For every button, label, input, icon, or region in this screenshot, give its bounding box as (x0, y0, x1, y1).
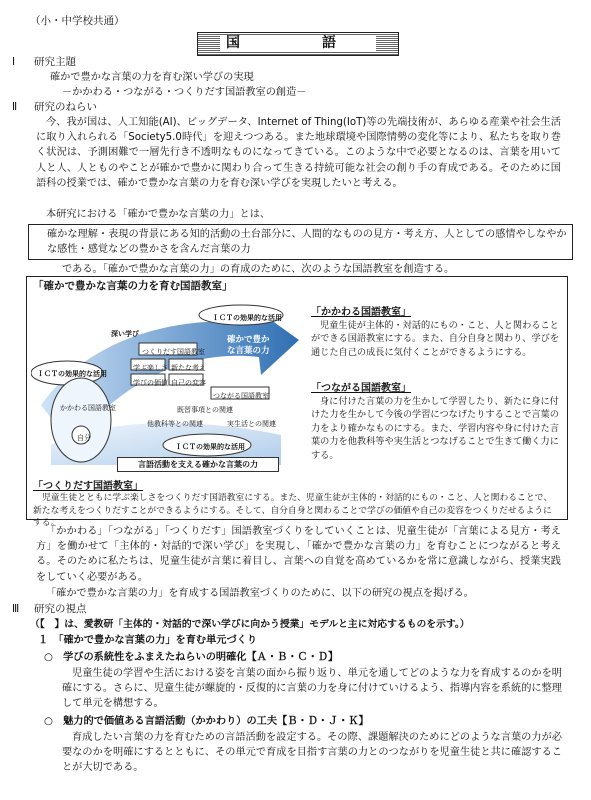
tsunagaru-text: 身に付けた言葉の力を生かして学習したり、新たに身に付けた力を生かして今後の学習につなげたりすることで言葉の力をより確かなものにする。また、学習内容や身に付けた言葉の力を他教科等や実生活とつなげることで生きて働く力にする。 (311, 396, 560, 461)
aim-paragraph-2: 本研究における「確かで豊かな言葉の力」とは、 (46, 209, 271, 220)
kakawaru-title: 「かかわる国語教室」 (311, 307, 411, 318)
tsunagaru-room-label: つながる国語教室 (213, 392, 269, 400)
point-1-text: 児童生徒の学習や生活における姿を言葉の面から振り返り、単元を通してどのような力を育成するのかを明確にする。さらに、児童生徒が螺旋的・反復的に言葉の力を身に付けていけるよう、指導内容を系統的に整理して単元を構想する。 (62, 668, 562, 710)
ict-label-2: ＩＣＴの効果的な活用 (212, 314, 282, 322)
point-1: ○ 学びの系統性をふまえたねらいの明確化【Ａ・Ｂ・Ｃ・Ｄ】 (44, 652, 339, 663)
point-2: ○ 魅力的で価値ある言語活動（かかわり）の工夫【Ｂ・Ｄ・Ｊ・Ｋ】 (44, 716, 369, 727)
item-1: １ 「確かで豊かな言葉の力」を育む単元づくり (38, 635, 258, 646)
kakawaru-room-label: かかわる国語教室 (60, 404, 116, 412)
theme-main: 確かで豊かな言葉の力を育む深い学びの実現 (50, 72, 254, 83)
definition-box (28, 224, 573, 260)
section-1-heading: Ⅰ 研究主題 (12, 56, 76, 68)
subject-title-bar (197, 32, 399, 56)
ict-label-1: ＩＣＴの効果的な活用 (37, 370, 107, 378)
theme-sub: －かかわる・つながる・つくりだす国語教室の創造－ (62, 87, 307, 98)
kakawaru-circle (51, 378, 111, 462)
figure-title: 「確かで豊かな言葉の力を育む国語教室」 (33, 280, 233, 292)
center-label: 確かで豊かな言葉の力 (227, 335, 270, 356)
aim-paragraph-3: である。「確かで豊かな言葉の力」の育成のために、次のような国語教室を創造する。 (62, 264, 455, 275)
school-level-label: （小・中学校共通） (30, 15, 125, 27)
link-label-1: 既習事項との関連 (177, 406, 233, 414)
learn-label-2: 新たな考え (171, 364, 206, 372)
classroom-model-figure (26, 276, 568, 528)
tsukuridasu-title: 「つくりだす国語教室」 (33, 481, 143, 492)
kakawaru-text: 児童生徒が主体的・対話的にもの・こと、人と関わることができる国語教室にする。また、自分自身と関わり、学びを通じた自己の成長に気付くことができるようにする。 (311, 320, 560, 358)
link-label-3: 実生活との関連 (227, 420, 276, 428)
ict-label-3: ＩＣＴの効果的な活用 (175, 443, 245, 451)
tsunagaru-title: 「つながる国語教室」 (311, 383, 411, 394)
learn-label-1: 学ぶ楽しさ (133, 364, 168, 372)
after-paragraph-2: 「確かで豊かな言葉の力」を育成する国語教室づくりのために、以下の研究の視点を掲げる。 (46, 588, 474, 599)
after-paragraph-1: 「かかわる」「つながる」「つくりだす」国語教室づくりをしていくことは、児童生徒が「言葉による見方・考え方」を働かせて「主体的・対話的で深い学び」を実現し、「確かで豊かな言葉の力」を育むことにつながると考える。そのために私たちは、児童生徒が言葉に着目し、言葉への自覚を高めているかを常に意識しながら、授業実践をしていく必要がある。 (36, 526, 561, 583)
section-3-heading: Ⅲ 研究の視点 (12, 603, 87, 615)
tsukuru-room-label: つくりだす国語教室 (142, 348, 205, 356)
section-3-note: （【 】は、愛教研「主体的・対話的で深い学びに向かう授業」モデルと主に対応するものを示す。） (30, 619, 470, 630)
section-2-heading: Ⅱ 研究のねらい (12, 101, 97, 113)
self-label: 自分 (77, 434, 91, 442)
aim-paragraph-1: 今、我が国は、人工知能(AI)、ビッグデータ、Internet of Thing(IoT)等の先端技術が、あらゆる産業や社会生活に取り入れられる「Society5.0時代」を迎えつつある。また地球環境や国際情勢の変化等により、私たちを取り巻く状況は、予測困難で一層先行き不透明なものになってきている。このような中で必要となるのは、言葉を用いて人と人、人とものやことが確かで豊かに関わり合って生きる持続可能な社会の創り手の育成である。そのために国語科の授業では、確かで豊かな言葉の力を育む深い学びを実現したいと考える。 (36, 117, 561, 189)
link-label-2: 他教科等との関連 (147, 420, 203, 428)
point-2-text: 育成したい言葉の力を育むための言語活動を設定する。その際、課題解決のためにどのような言葉の力が必要なのかを明確にするとともに、その単元で育成を目指す言葉の力とのつながりを児童生徒と共に確認することが大切である。 (62, 732, 562, 774)
base-bar: 言語活動を支える確かな言葉の力 (117, 457, 279, 472)
tsukuridasu-text: 児童生徒とともに学ぶ楽しさをつくりだす国語教室にする。また、児童生徒が主体的・対話的にもの・こと、人と関わることで、新たな考えをつくりだすことができるようにする。そして、自分自身と関わることで学びの価値や自己の変容をつくりだせるようにする。 (33, 493, 553, 528)
definition-text: 確かな理解・表現の背景にある知的活動の土台部分に、人間的なものの見方・考え方、人としての感情やしなやかな感性・感覚などの豊かさを含んだ言葉の力 (47, 229, 567, 256)
learn-label-3: 学びの価値 (133, 379, 168, 387)
learn-label-4: 自己の変容 (171, 379, 206, 387)
subject-title: 国 語 (220, 36, 376, 51)
deep-learning-label: 深い学び (111, 330, 139, 338)
